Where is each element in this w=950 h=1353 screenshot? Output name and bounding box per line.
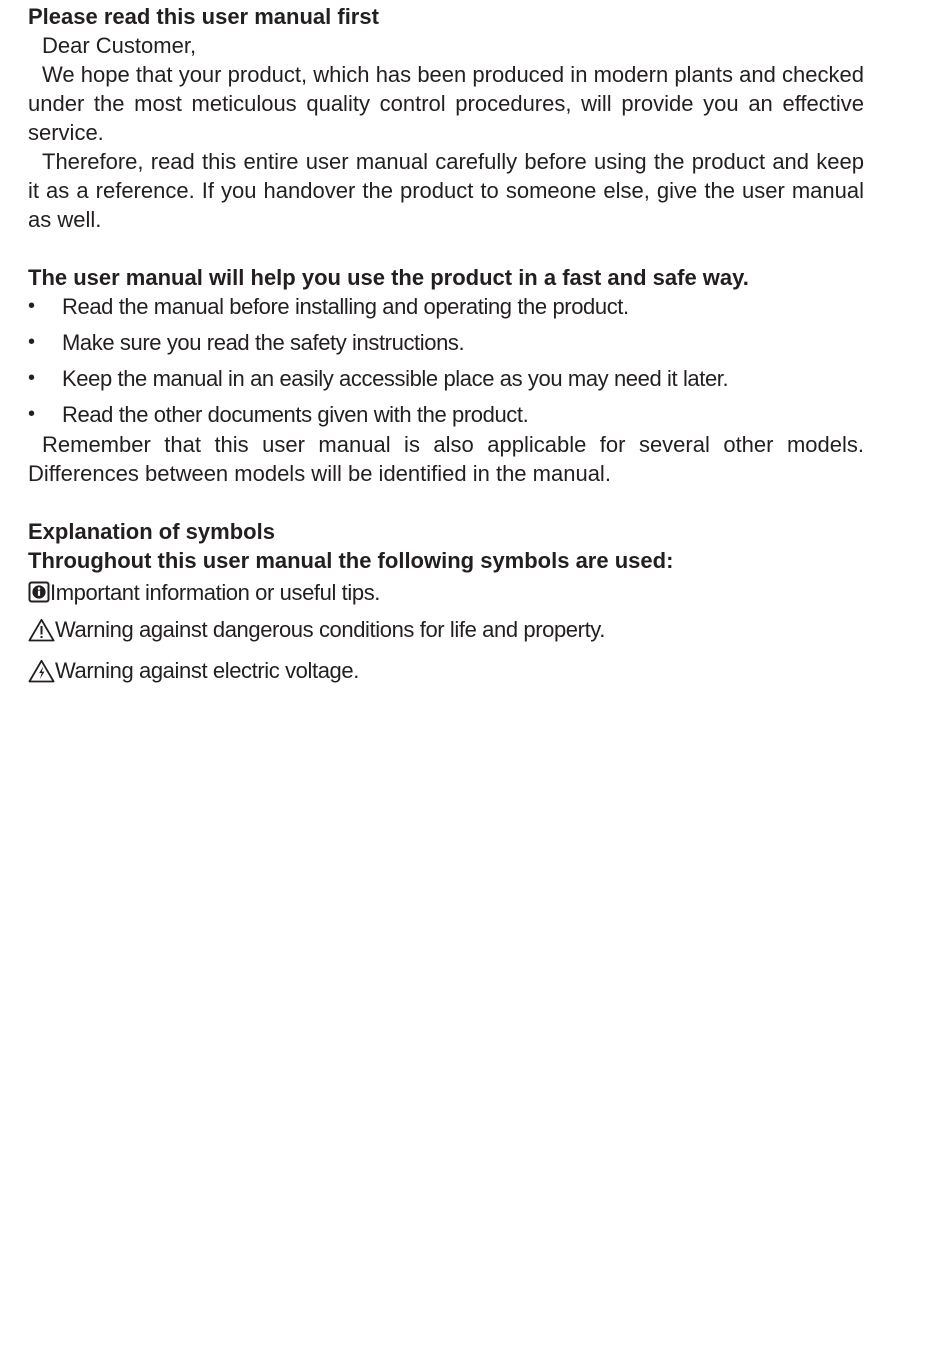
symbols-subheading: Throughout this user manual the following symbols are used: [28, 548, 674, 573]
symbol-row-electric [28, 650, 864, 691]
symbol-row-info [28, 575, 864, 609]
warning-triangle-icon [28, 618, 55, 642]
list-item [28, 292, 864, 328]
greeting: Dear Customer, [42, 33, 197, 58]
bullet-icon: • [28, 295, 35, 317]
reference-paragraph: Therefore, read this entire user manual carefully before using the product and keep it as a reference. If you handover the product to someone else, give the user manual as well. [28, 149, 864, 232]
symbols-heading: Explanation of symbols [28, 519, 275, 544]
bullet-icon: • [28, 331, 35, 353]
list-item-text: Read the other documents given with the product. [62, 402, 529, 427]
info-icon [28, 581, 50, 603]
list-item-text: Keep the manual in an easily accessible place as you may need it later. [62, 366, 729, 391]
intro-paragraph: We hope that your product, which has been produced in modern plants and checked under the most meticulous quality control procedures, will provide you an effective service. [28, 62, 864, 145]
electric-warning-icon [28, 659, 55, 683]
models-paragraph: Remember that this user manual is also applicable for several other models. Differences between models will be identified in the manual. [28, 432, 864, 486]
list-item-text: Make sure you read the safety instructions. [62, 330, 465, 355]
bullet-icon: • [28, 367, 35, 389]
symbol-row-warning [28, 609, 864, 650]
spacer [28, 234, 864, 263]
list-item [28, 400, 864, 430]
list-item [28, 328, 864, 364]
bullet-list [28, 292, 864, 430]
list-item [28, 364, 864, 400]
manual-page [28, 2, 864, 691]
help-heading: The user manual will help you use the product in a fast and safe way. [28, 265, 749, 290]
symbol-description: Warning against dangerous conditions for life and property. [55, 617, 605, 642]
symbol-description: Warning against electric voltage. [55, 658, 359, 683]
list-item-text: Read the manual before installing and operating the product. [62, 294, 629, 319]
bullet-icon: • [28, 403, 35, 425]
symbol-description: Important information or useful tips. [50, 579, 381, 605]
spacer [28, 488, 864, 517]
page-heading: Please read this user manual first [28, 4, 379, 29]
